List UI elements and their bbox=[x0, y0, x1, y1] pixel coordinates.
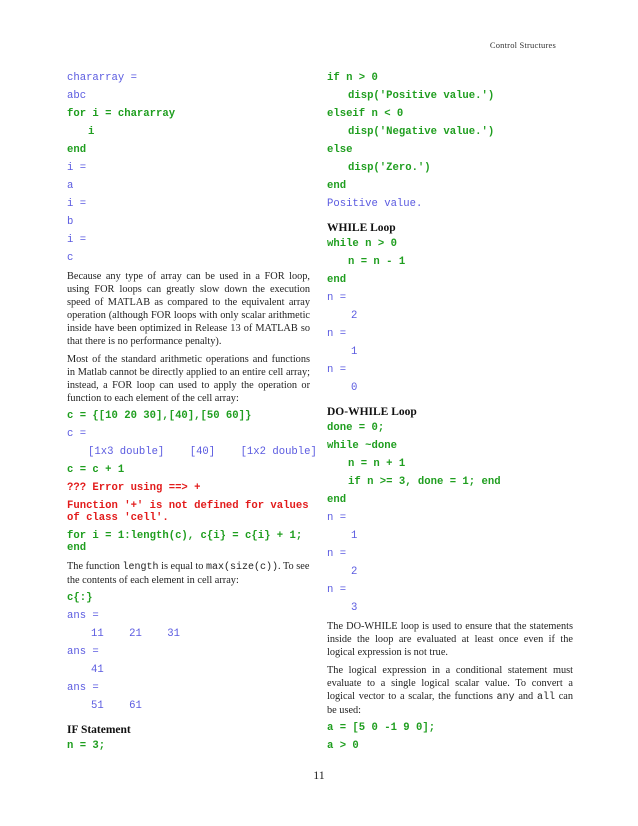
code-output: [1x3 double] [40] [1x2 double] bbox=[88, 446, 317, 458]
code-output: b bbox=[67, 216, 74, 228]
code-command: elseif n < 0 bbox=[327, 108, 404, 120]
code-command: n = n - 1 bbox=[348, 256, 406, 268]
code-output: 0 bbox=[351, 382, 358, 394]
code-command: c{:} bbox=[67, 592, 93, 604]
code-output: 51 61 bbox=[91, 700, 142, 712]
code-output: n = bbox=[327, 584, 347, 596]
code-command: n = n + 1 bbox=[348, 458, 406, 470]
code-output: n = bbox=[327, 548, 347, 560]
code-output: i = bbox=[67, 234, 87, 246]
code-command: c = c + 1 bbox=[67, 464, 125, 476]
code-output: a bbox=[67, 180, 74, 192]
code-command: end bbox=[327, 494, 347, 506]
code-command: while ~done bbox=[327, 440, 397, 452]
code-command: for i = 1:length(c), c{i} = c{i} + 1; bbox=[67, 530, 303, 542]
prose-text: is equal to bbox=[161, 561, 204, 572]
paragraph-logical-scalar bbox=[327, 664, 573, 717]
code-command: while n > 0 bbox=[327, 238, 397, 250]
paragraph-cell-array: Most of the standard arithmetic operations and functions in Matlab cannot be directly applied to an entire cell array; instead, a FOR loop can used to apply the operation or function to each element of the cell array: bbox=[67, 354, 310, 404]
code-command: done = 0; bbox=[327, 422, 385, 434]
paragraph-length-function bbox=[67, 560, 310, 587]
code-output: Positive value. bbox=[327, 198, 423, 210]
code-output: n = bbox=[327, 292, 347, 304]
code-output: 1 bbox=[351, 346, 358, 358]
prose-text: and bbox=[518, 691, 534, 702]
code-command: disp('Positive value.') bbox=[348, 90, 495, 102]
inline-code: max(size(c)) bbox=[205, 562, 278, 573]
section-heading-if: IF Statement bbox=[67, 724, 131, 736]
code-command: if n > 0 bbox=[327, 72, 378, 84]
code-output: n = bbox=[327, 328, 347, 340]
code-output: ans = bbox=[67, 682, 99, 694]
code-output: chararray = bbox=[67, 72, 137, 84]
code-error: ??? Error using ==> + bbox=[67, 482, 201, 494]
page-number: 11 bbox=[313, 768, 325, 782]
code-output: 2 bbox=[351, 566, 358, 578]
inline-code: any bbox=[496, 692, 515, 703]
code-output: 11 21 31 bbox=[91, 628, 181, 640]
code-output: n = bbox=[327, 512, 347, 524]
code-error: of class 'cell'. bbox=[67, 512, 169, 524]
code-command: i bbox=[88, 126, 95, 138]
prose-text: can be used: bbox=[327, 691, 574, 716]
code-output: abc bbox=[67, 90, 87, 102]
inline-code: length bbox=[122, 562, 159, 573]
code-output: c bbox=[67, 252, 74, 264]
prose-text: The logical expression in a conditional statement must evaluate to a single logical scalar value. To convert a logical vector to a scalar, the functions bbox=[327, 665, 573, 702]
section-heading-while: WHILE Loop bbox=[327, 222, 396, 234]
code-command: c = {[10 20 30],[40],[50 60]} bbox=[67, 410, 252, 422]
code-command: else bbox=[327, 144, 353, 156]
code-output: 3 bbox=[351, 602, 358, 614]
code-output: 41 bbox=[91, 664, 104, 676]
code-command: n = 3; bbox=[67, 740, 106, 752]
code-output: n = bbox=[327, 364, 347, 376]
prose-text: The function bbox=[67, 561, 120, 572]
code-command: end bbox=[327, 180, 347, 192]
prose-text: . To see the contents of each element in cell array: bbox=[67, 561, 310, 586]
code-output: 2 bbox=[351, 310, 358, 322]
code-command: end bbox=[67, 542, 87, 554]
left-column bbox=[67, 72, 317, 758]
paragraph-do-while: The DO-WHILE loop is used to ensure that the statements inside the loop are evaluated at least once even if the logical expression is not true. bbox=[327, 621, 573, 658]
code-output: 1 bbox=[351, 530, 358, 542]
code-output: c = bbox=[67, 428, 87, 440]
section-heading-do-while: DO-WHILE Loop bbox=[327, 406, 417, 418]
code-error: Function '+' is not defined for values bbox=[67, 500, 309, 512]
running-header: Control Structures bbox=[489, 40, 556, 50]
right-column bbox=[327, 72, 573, 758]
code-command: end bbox=[67, 144, 87, 156]
code-output: ans = bbox=[67, 646, 99, 658]
code-command: disp('Negative value.') bbox=[348, 126, 495, 138]
code-command: disp('Zero.') bbox=[348, 162, 431, 174]
code-output: i = bbox=[67, 162, 87, 174]
code-command: a = [5 0 -1 9 0]; bbox=[327, 722, 436, 734]
code-command: end bbox=[327, 274, 347, 286]
code-output: i = bbox=[67, 198, 87, 210]
code-command: a > 0 bbox=[327, 740, 359, 752]
code-command: if n >= 3, done = 1; end bbox=[348, 476, 501, 488]
paragraph-for-loop-speed: Because any type of array can be used in a FOR loop, using FOR loops can greatly slow down the execution speed of MATLAB as compared to the equivalent array operation (although FOR loops with only scalar arithmetic inside have been optimized in Release 13 of MATLAB so that there is no performance penalty). bbox=[67, 271, 310, 347]
code-command: for i = chararray bbox=[67, 108, 176, 120]
code-output: ans = bbox=[67, 610, 99, 622]
inline-code: all bbox=[536, 692, 555, 703]
